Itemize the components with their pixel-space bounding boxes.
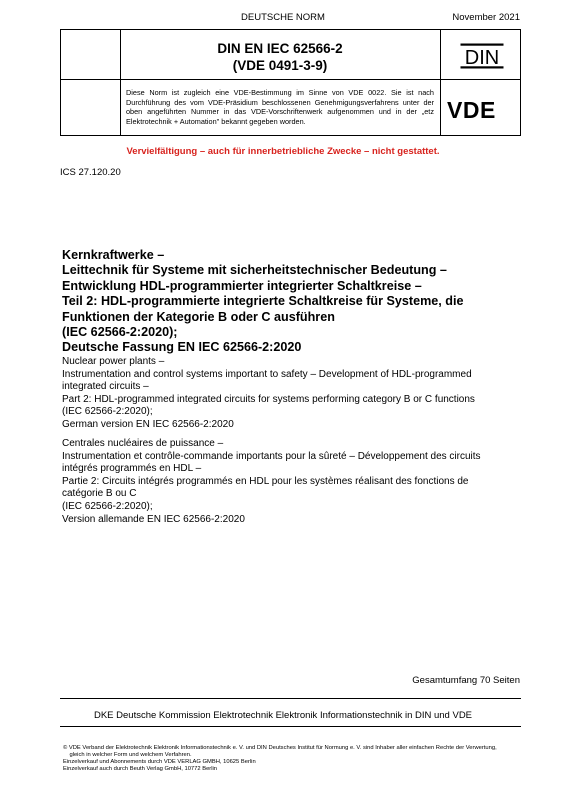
footer-line: Einzelverkauf und Abonnements durch VDE VERLAG GMBH, 10625 Berlin (63, 759, 256, 766)
din-logo-text: DIN (464, 47, 500, 69)
title-german-line: Deutsche Fassung EN IEC 62566-2:2020 (62, 340, 302, 355)
footer-line: © VDE Verband der Elektrotechnik Elektronik Informationstechnik e. V. und DIN Deutsches Institut für Normung e. V. sind Inhaber aller einfachen Rechte der Verwertung, (63, 745, 497, 751)
footer-line: Einzelverkauf auch durch Beuth Verlag GmbH, 10772 Berlin (63, 766, 218, 773)
title-english-line: Nuclear power plants – (62, 356, 165, 367)
norm-series-label: DEUTSCHE NORM (241, 12, 325, 23)
title-english-line: Part 2: HDL-programmed integrated circuits for systems performing category B or C functions (62, 393, 475, 405)
vde-note: Diese Norm ist zugleich eine VDE-Bestimmung im Sinne von VDE 0022. Sie ist nach Durchführung des vom VDE-Präsidium beschlossenen Genehmigungsverfahrens unter der oben angeführten Nummer in das VDE-Vorschriftenwerk aufgenommen und in der „etz Elektrotechnik + Automation" bekannt gegeben worden. (126, 88, 434, 126)
standard-number: DIN EN IEC 62566-2 (217, 41, 343, 56)
footer-line: gleich in welcher Form und welchem Verfahren. (63, 752, 192, 759)
title-english-line: Instrumentation and control systems important to safety – Development of HDL-programmed (62, 368, 472, 380)
title-german-line: Entwicklung HDL-programmierter integrierter Schaltkreise – (62, 278, 422, 293)
title-french-line: catégorie B ou C (62, 488, 137, 500)
title-french (62, 438, 532, 526)
title-english-line: integrated circuits – (62, 381, 149, 393)
title-french-line: (IEC 62566-2:2020); (62, 500, 153, 512)
title-german-line: Funktionen der Kategorie B oder C ausführen (62, 309, 335, 324)
title-german (62, 248, 532, 356)
copyright-footer (63, 745, 543, 773)
title-french-line: intégrés programmés en HDL – (62, 463, 202, 475)
vde-logo: VDE (447, 97, 496, 123)
title-french-line: Centrales nucléaires de puissance – (62, 438, 224, 449)
divider (60, 698, 521, 699)
title-french-line: Instrumentation et contrôle-commande importants pour la sûreté – Développement des circuits (62, 450, 481, 462)
title-german-line: Kernkraftwerke – (62, 248, 165, 262)
title-german-line: Teil 2: HDL-programmierte integrierte Schaltkreise für Systeme, die (62, 294, 464, 309)
vde-number: (VDE 0491-3-9) (232, 58, 328, 73)
copy-warning: Vervielfältigung – auch für innerbetriebliche Zwecke – nicht gestattet. (126, 146, 440, 157)
title-french-line: Version allemande EN IEC 62566-2:2020 (62, 513, 245, 525)
title-french-line: Partie 2: Circuits intégrés programmés en HDL pour les systèmes réalisant des fonctions de (62, 475, 469, 487)
title-english-line: (IEC 62566-2:2020); (62, 406, 153, 418)
total-pages: Gesamtumfang 70 Seiten (412, 675, 520, 686)
title-german-line: (IEC 62566-2:2020); (62, 325, 178, 340)
divider (60, 726, 521, 727)
dke-line: DKE Deutsche Kommission Elektrotechnik Elektronik Informationstechnik in DIN und VDE (93, 710, 473, 721)
din-logo (460, 43, 504, 69)
issue-date: November 2021 (452, 12, 520, 23)
title-english-line: German version EN IEC 62566-2:2020 (62, 418, 234, 430)
title-german-line: Leittechnik für Systeme mit sicherheitstechnischer Bedeutung – (62, 263, 447, 278)
ics-code: ICS 27.120.20 (60, 167, 121, 178)
title-english (62, 356, 532, 432)
